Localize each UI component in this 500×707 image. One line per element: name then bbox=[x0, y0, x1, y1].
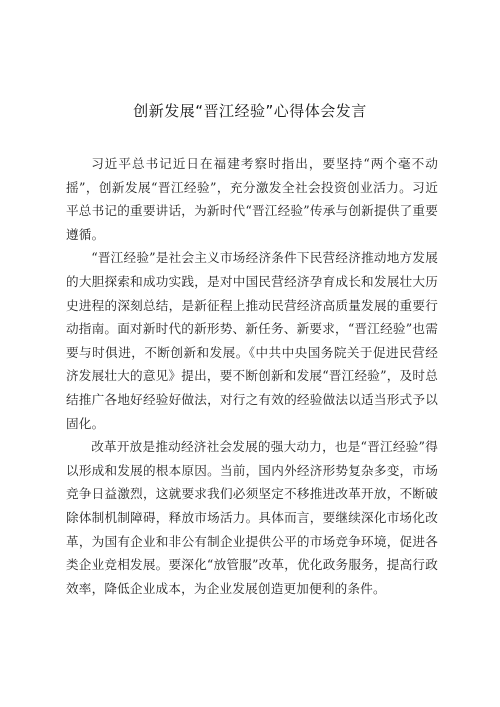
paragraph-1: 习近平总书记近日在福建考察时指出，要坚持“两个毫不动摇”，创新发展“晋江经验”，充分激发全社会投资创业活力。习近平总书记的重要讲话，为新时代“晋江经验”传承与创新提供了重要遵循。 bbox=[66, 156, 438, 242]
document-body bbox=[66, 152, 438, 600]
document-title: 创新发展“晋江经验”心得体会发言 bbox=[133, 102, 367, 120]
paragraph-2: “晋江经验”是社会主义市场经济条件下民营经济推动地方发展的大胆探索和成功实践，是对中国民营经济孕育成长和发展壮大历史进程的深刻总结，是新征程上推动民营经济高质量发展的重要行动指南。面对新时代的新形势、新任务、新要求，“晋江经验”也需要与时俱进，不断创新和发展。《中共中央国务院关于促进民营经济发展壮大的意见》提出，要不断创新和发展“晋江经验”，及时总结推广各地好经验好做法，对行之有效的经验做法以适当形式予以固化。 bbox=[66, 250, 438, 431]
paragraph-3: 改革开放是推动经济社会发展的强大动力，也是“晋江经验”得以形成和发展的根本原因。当前，国内外经济形势复杂多变，市场竞争日益激烈，这就要求我们必须坚定不移推进改革开放，不断破除体制机制障碍，释放市场活力。具体而言，要继续深化市场化改革，为国有企业和非公有制企业提供公平的市场竞争环境，促进各类企业竞相发展。要深化“放管服”改革，优化政务服务，提高行政效率，降低企业成本，为企业发展创造更加便利的条件。 bbox=[66, 439, 438, 596]
